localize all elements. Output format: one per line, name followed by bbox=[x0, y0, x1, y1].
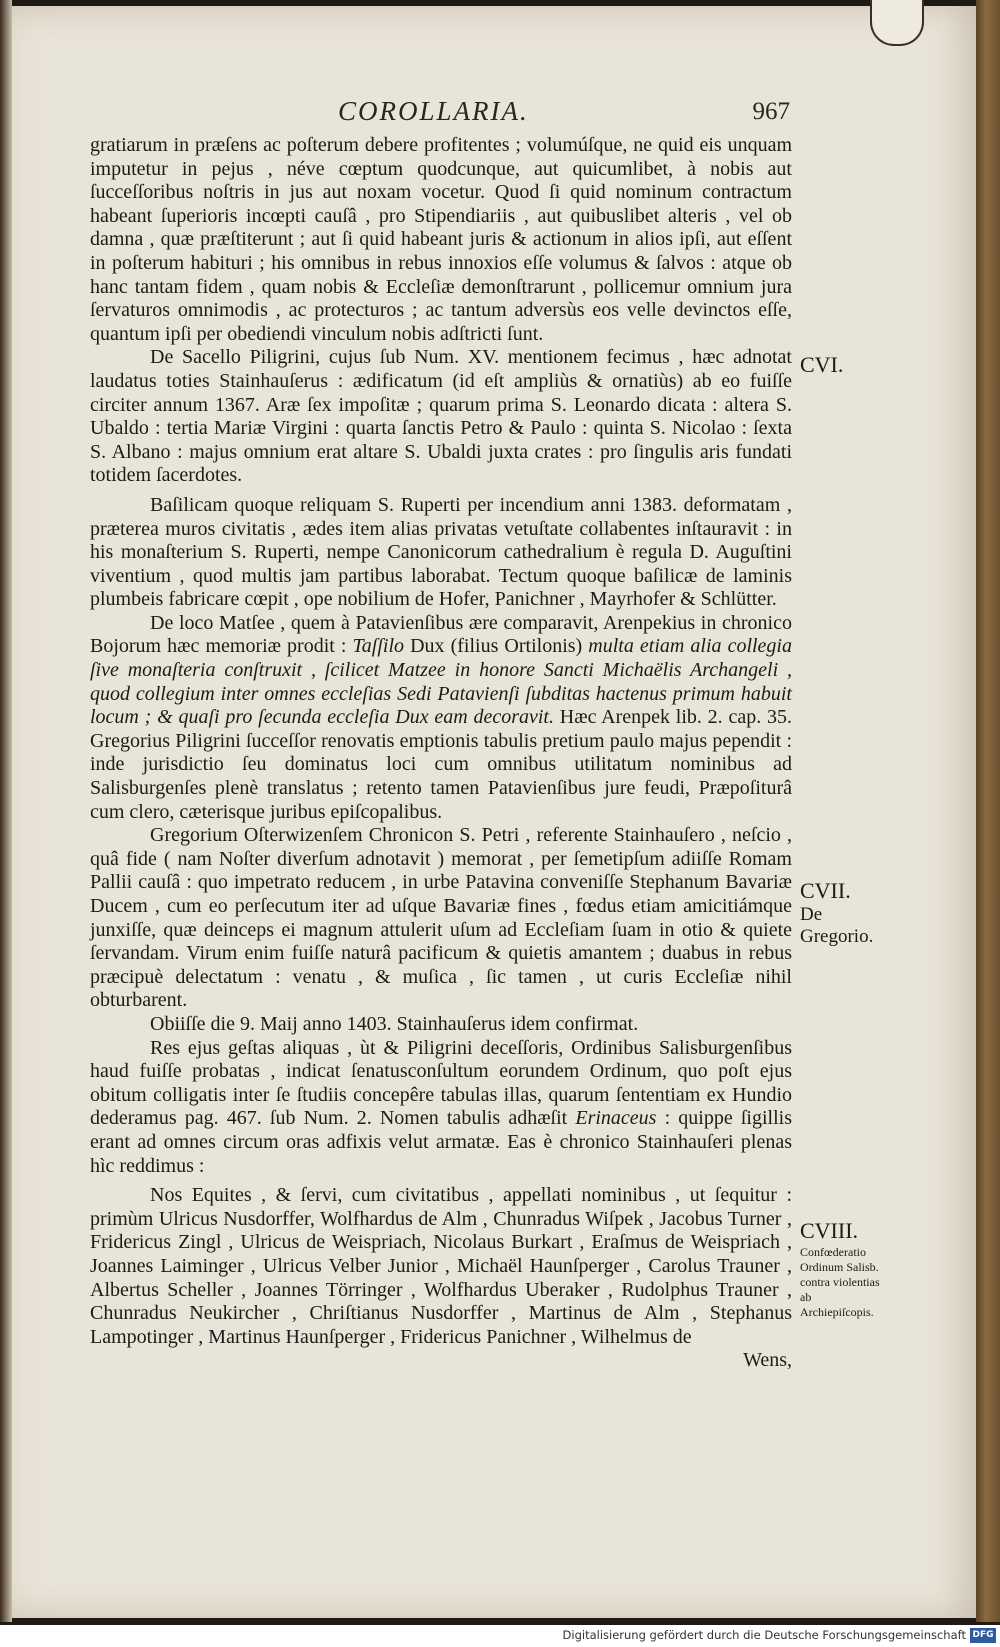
text-run: gratiarum in præſens ac poſterum debere profitentes ; volumúſque, ne quid eis unquam imputetur in pejus , néve cœptum quodcunque, aut quicumlibet, à nobis aut ſucceſſoribus noſtris in jus aut noxam vocetur. Quod ſi quid nominum contractum habeant ſuperioris incœpti cauſâ , pro Stipendiariis , aut quibuslibet alteris , vel ob damna , quæ præſtiterunt ; aut ſi quid habeant juris & actionum in alios ipſi, aut eſſent in poſterum habituri ; his omnibus in rebus innoxios eſſe volumus & ſalvos : atque ob hanc tantam fidem , quam nobis & Eccleſiæ demonſtrarunt , pollicemur omnium jura ſervaturos omnimodis , ac protecturos ; ac tantum adversùs eos velle devinctos eſſe, quantum ipſi per obediendi vinculum nobis adſtricti ſunt. bbox=[90, 134, 792, 345]
text-run: De Sacello Piligrini, cujus ſub Num. XV. mentionem fecimus , hæc adnotat laudatus toties Stainhauſerus : ædificatum (id eſt ampliùs & ornatiùs) ab eo fuiſſe circiter annum 1367. Aræ ſex impoſitæ ; quarum prima S. Leonardo dicata : altera S. Ubaldo : tertia Mariæ Virgini : quarta ſanctis Petro & Paulo : quinta S. Nicolao : ſexta S. Albano : majus omnium erat altare S. Ubaldi juxta crates : pro ſingulis aris fundati totidem ſacerdotes. bbox=[90, 346, 792, 487]
running-title: COROLLARIA. bbox=[338, 96, 529, 126]
margin-note-cvii: CVII. bbox=[800, 878, 851, 903]
text-run: Obiiſſe die 9. Maij anno 1403. Stainhauſerus idem confirmat. bbox=[150, 1012, 639, 1035]
paragraph bbox=[90, 1013, 792, 1037]
margin-note-cviii-subject: Confœderatio Ordinum Salisb. contra violentias ab Archiepiſcopis. bbox=[800, 1245, 880, 1319]
margin-note-cvi: CVI. bbox=[800, 352, 844, 377]
page-tab-marker bbox=[870, 0, 924, 46]
text-run: Nos Equites , & ſervi, cum civitatibus , appellati nominibus , ut ſequitur : primùm Ulricus Nusdorffer, Wolfhardus de Alm , Chunradus Wiſpek , Jacobus Turner , Fridericus Zingl , Ulricus de Weispriach, Nicolaus Burkart , Eraſmus de Weispriach , Joannes Laiminger , Ulricus Velber Junior , Michaël Haunſperger , Carolus Trauner , Albertus Scheller , Joannes Törringer , Wolfhardus Uberaker , Rudolphus Trauner , Chunradus Neukircher , Chriſtianus Nusdorffer , Martinus de Alm , Stephanus Lampotinger , Martinus Haunſperger , Fridericus Panichner , Wilhelmus de bbox=[90, 1184, 792, 1348]
text-run: Dux (filius Ortilonis) bbox=[404, 635, 589, 658]
page-number: 967 bbox=[752, 98, 790, 125]
italic-quote: Taſſilo bbox=[352, 635, 405, 658]
margin-note-cviii: CVIII. bbox=[800, 1218, 859, 1243]
footer-credit: Digitalisierung gefördert durch die Deutsche Forschungsgemeinschaft bbox=[562, 1628, 966, 1642]
paragraph bbox=[90, 494, 792, 612]
text-run: De loco Matſee , quem à Patavienſibus ære comparavit, Arenpekius in chronico Bojorum hæc memoriæ prodit : bbox=[90, 611, 792, 658]
paragraph bbox=[90, 612, 792, 824]
text-run: : quippe ſigillis erant ad omnes circum oras adfixis velut armatæ. Eas è chronico Stainhauſeri plenas hìc reddimus : bbox=[90, 1107, 792, 1177]
body-text bbox=[90, 134, 792, 1373]
digitization-footer bbox=[0, 1625, 1000, 1647]
paragraph bbox=[90, 1037, 792, 1179]
text-run: Res ejus geſtas aliquas , ùt & Piligrini deceſſoris, Ordinibus Salisburgenſibus haud fuiſſe probatas , indicat ſenatusconſultum eorundem Ordinum, quo poſt ejus obitum colligatis inter ſe ſtudiis concepêre tabulas illas, quarum ſententiam ex Hundio dederamus pag. 467. ſub Num. 2. Nomen tabulis adhæſit bbox=[90, 1036, 792, 1130]
dfg-logo-icon: DFG bbox=[970, 1628, 996, 1643]
paragraph bbox=[90, 1184, 792, 1349]
text-run: Hæc Arenpek lib. 2. cap. 35. Gregorius Piligrini ſucceſſor renovatis emptionis tabulis pretium paulo majus pependit : inde jurisdictio ſeu dominatus loci cum omnibus utilitatum nominibus ad Salisburgenſes plenè translatus ; retento tamen Patavienſibus jure feudi, Præpoſiturâ cum clero, cæterisque juribus epiſcopalibus. bbox=[90, 706, 793, 823]
page-gutter bbox=[0, 0, 12, 1622]
text-run: Baſilicam quoque reliquam S. Ruperti per incendium anni 1383. deformatam , præterea muros civitatis , ædes item alias privatas vetuſtate collabentes inſtauravit : in his monaſterium S. Ruperti, nempe Canonicorum cathedralium è regula D. Auguſtini viventium , quod multis jam partibus laborabat. Tectum quoque baſilicæ de laminis plumbeis fabricare cœpit , ope nobilium de Hofer, Panichner , Mayrhofer & Schlütter. bbox=[90, 493, 792, 611]
catchword: Wens, bbox=[743, 1349, 792, 1372]
book-edge bbox=[976, 0, 1000, 1622]
paragraph bbox=[90, 824, 792, 1013]
italic-quote: multa etiam alia collegia ſive monaſteria conſtruxit , ſcilicet Matzee in honore Sancti Michaëlis Archangeli , quod collegium inter omnes eccleſias Sedi Patavienſi ſubditas hactenus primum habuit locum ; & quaſi pro ſecunda eccleſia Dux eam decoravit. bbox=[90, 635, 792, 729]
page-header bbox=[90, 96, 790, 136]
margin-note-cvii-subject: De Gregorio. bbox=[800, 904, 874, 947]
text-run: Gregorium Oſterwizenſem Chronicon S. Petri , referente Stainhauſero , neſcio , quâ fide ( nam Noſter diverſum adnotavit ) memorat , per ſemetipſum adiiſſe Romam Pallii cauſâ : quo impetrato reducem , in urbe Patavina conveniſſe Stephanum Bavariæ Ducem , cum eo perſecutum iter ad uſque Bavariæ fines , fœdus etiam amicitiámque junxiſſe, quæ deinceps ei magnum attulerit uſum ad Eccleſiam ſuam in otio & quiete ſervandam. Virum enim fuiſſe naturâ pacificum & quietis amantem ; duabus in rebus præcipuè delectatum : venatu , & muſica , ſic tamen , ut curis Eccleſiæ nihil obturbarent. bbox=[90, 824, 792, 1012]
paragraph bbox=[90, 134, 792, 346]
paragraph bbox=[90, 346, 792, 488]
italic-quote: Erinaceus bbox=[575, 1107, 657, 1130]
